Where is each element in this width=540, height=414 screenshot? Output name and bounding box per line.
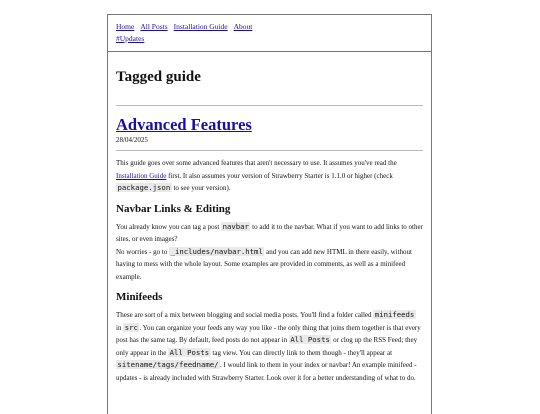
- intro-text: to see your version).: [171, 184, 231, 192]
- post-title-link[interactable]: Advanced Features: [116, 115, 252, 134]
- nav-link-installation-guide[interactable]: Installation Guide: [173, 22, 228, 31]
- paragraph-text: You already know you can tag a post: [116, 222, 222, 231]
- paragraph-text: to add it to the navbar. What if you want to add links to other sites, or even images?: [116, 222, 423, 243]
- inline-code: sitename/tags/feedname/: [117, 360, 219, 369]
- inline-code: package.json: [117, 183, 171, 192]
- main-content: [108, 69, 431, 384]
- intro-paragraph: [116, 157, 423, 195]
- post-title: [116, 115, 423, 135]
- nav-divider: [108, 51, 431, 52]
- inline-code: All Posts: [290, 335, 330, 344]
- intro-text: This guide goes over some advanced features that aren't necessary to use. It assumes you've read the: [116, 159, 397, 167]
- section-heading-navbar: Navbar Links & Editing: [116, 202, 231, 215]
- nav-row: [116, 21, 423, 33]
- intro-text: first. It also assumes your version of Strawberry Starter is 1.1.0 or higher (check: [166, 171, 393, 180]
- inline-code: _includes/navbar.html: [170, 246, 263, 256]
- nav-link-all-posts[interactable]: All Posts: [140, 22, 168, 31]
- nav-link-about[interactable]: About: [233, 22, 253, 31]
- inline-code: minifeeds: [374, 310, 415, 319]
- paragraph-text: in: [116, 323, 124, 332]
- nav-row-2: [116, 33, 423, 45]
- nav-link-updates[interactable]: #Updates: [116, 34, 145, 43]
- paragraph-text: and you can add new HTML in there easily, without having to mess with the whole layout. Some examples are provided in comments, as well as a minifeed example.: [116, 247, 412, 281]
- title-divider: [116, 105, 423, 106]
- inline-code: src: [124, 322, 138, 332]
- nav-link-home[interactable]: Home: [116, 22, 135, 31]
- paragraph-text: tag view. You can directly link to them though - they'll appear at: [210, 348, 393, 357]
- inline-code: All Posts: [169, 347, 210, 357]
- page-title: Tagged guide: [116, 69, 201, 85]
- post-divider: [116, 150, 423, 151]
- post-date: 28/04/2025: [116, 136, 148, 144]
- paragraph-text: . I would link to them in your index or navbar! An example minifeed - updates - is already included with Strawberry Starter. Look over it for a better understanding of what to do.: [116, 361, 417, 382]
- paragraph-text: These are sort of a mix between blogging and social media posts. You'll find a folder called: [116, 311, 374, 319]
- minifeeds-paragraph: [116, 309, 423, 384]
- installation-guide-link[interactable]: Installation Guide: [116, 171, 167, 180]
- section-heading-minifeeds: Minifeeds: [116, 291, 163, 303]
- inline-code: navbar: [222, 221, 249, 231]
- navbar: [108, 15, 431, 51]
- paragraph-text: or clog up the RSS Feed; they only appear in the: [116, 336, 418, 357]
- paragraph-text: No worries - go to: [116, 247, 170, 256]
- paragraph-text: . You can organize your feeds any way you like - the only thing that joins them together is that every post has the same tag. By default, feed posts do not appear in: [116, 323, 421, 344]
- navbar-paragraph: [116, 221, 423, 284]
- page-frame: [107, 14, 432, 414]
